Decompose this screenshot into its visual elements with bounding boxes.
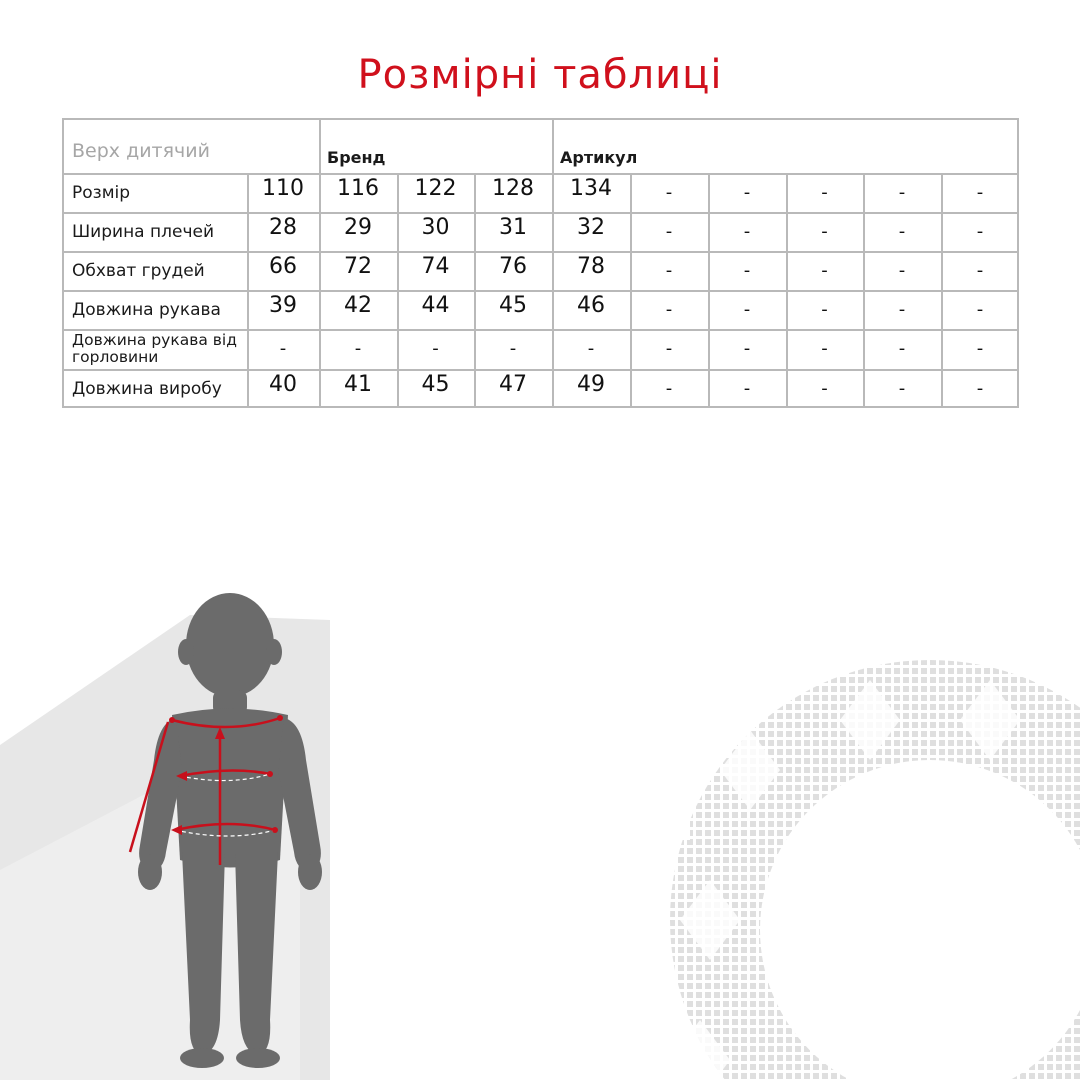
table-cell: -: [976, 182, 984, 203]
row-label: Обхват грудей: [72, 261, 205, 281]
table-cell: 31: [499, 215, 527, 240]
table-cell: -: [821, 260, 828, 281]
table-cell: 42: [344, 293, 372, 318]
table-cell: -: [665, 260, 673, 281]
table-cell: -: [743, 182, 751, 203]
table-cell: -: [898, 338, 906, 359]
table-cell: 44: [421, 293, 450, 318]
table-cell: -: [743, 378, 751, 399]
table-cell: -: [743, 338, 751, 359]
table-cell: -: [976, 299, 984, 320]
table-cell: -: [821, 338, 828, 359]
table-cell: 110: [262, 176, 304, 201]
article-header: Артикул: [560, 148, 638, 167]
table-cell: -: [976, 378, 984, 399]
table-cell: -: [821, 378, 828, 399]
table-cell: 74: [421, 254, 450, 279]
table-cell: -: [898, 260, 906, 281]
table-cell: 49: [577, 372, 605, 397]
table-cell: -: [976, 221, 984, 242]
table-cell: -: [976, 260, 984, 281]
table-cell: -: [743, 260, 751, 281]
page-title: Розмірні таблиці: [357, 52, 723, 98]
table-cell: -: [821, 182, 828, 203]
brand-header: Бренд: [327, 148, 386, 167]
table-category-header: Верх дитячий: [72, 140, 210, 162]
table-cell: -: [743, 299, 751, 320]
table-cell: 41: [344, 372, 372, 397]
table-cell: -: [821, 299, 828, 320]
table-cell: -: [665, 221, 673, 242]
table-cell: -: [279, 338, 287, 359]
row-label: Довжина виробу: [72, 379, 222, 399]
table-cell: 47: [499, 372, 527, 397]
child-silhouette: [120, 590, 340, 1080]
table-cell: 39: [269, 293, 297, 318]
table-cell: 134: [570, 176, 612, 201]
table-cell: -: [821, 221, 828, 242]
table-cell: 45: [421, 372, 450, 397]
row-label: Ширина плечей: [72, 222, 214, 242]
table-cell: -: [898, 299, 906, 320]
table-cell: -: [587, 338, 595, 359]
table-cell: -: [509, 338, 517, 359]
table-cell: -: [432, 338, 439, 359]
table-cell: 76: [499, 254, 527, 279]
table-cell: -: [665, 338, 673, 359]
table-cell: -: [665, 182, 673, 203]
table-cell: 128: [492, 176, 534, 201]
table-cell: 122: [414, 176, 457, 201]
table-cell: 72: [344, 254, 372, 279]
table-cell: 116: [337, 176, 379, 201]
table-cell: 28: [269, 215, 297, 240]
table-cell: 32: [577, 215, 605, 240]
table-cell: -: [976, 338, 984, 359]
table-cell: -: [665, 299, 673, 320]
table-cell: 30: [421, 215, 450, 240]
table-cell: -: [665, 378, 673, 399]
row-label: Довжина рукава: [72, 300, 221, 320]
table-cell: -: [898, 378, 906, 399]
size-table: [62, 118, 1019, 408]
embroidery-pattern: [650, 640, 1080, 1080]
table-cell: 78: [577, 254, 605, 279]
table-cell: 45: [499, 293, 527, 318]
table-cell: -: [898, 182, 906, 203]
table-cell: -: [354, 338, 362, 359]
table-cell: -: [743, 221, 751, 242]
table-cell: 66: [269, 254, 297, 279]
table-cell: 40: [269, 372, 297, 397]
table-cell: -: [898, 221, 906, 242]
table-cell: 46: [577, 293, 605, 318]
row-label: Довжина рукава від горловини: [72, 331, 237, 366]
table-cell: 29: [344, 215, 372, 240]
row-label: Розмір: [72, 183, 131, 203]
